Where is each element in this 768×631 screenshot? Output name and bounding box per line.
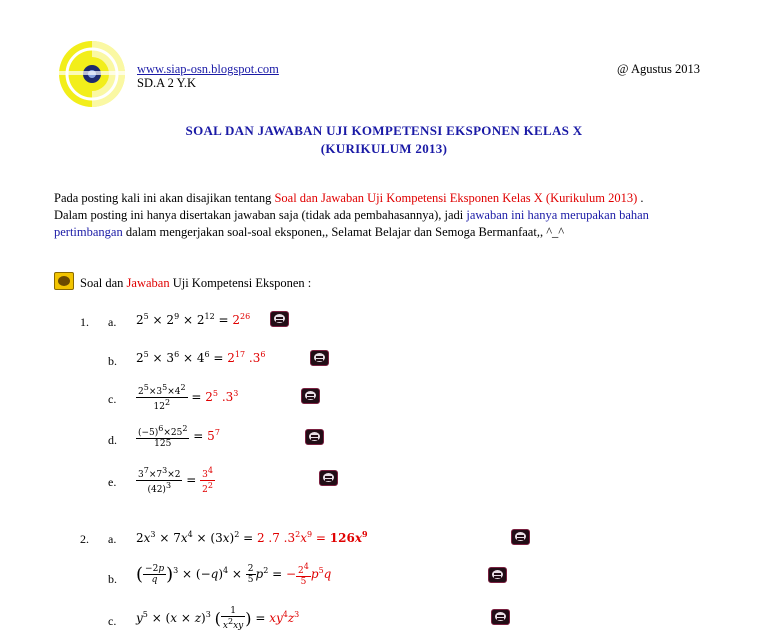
- blog-url-link[interactable]: www.siap-osn.blogspot.com: [137, 62, 279, 76]
- logo: [56, 38, 128, 110]
- q1e-expression: $\frac{3^7\times 7^3\times 2}{(42)^3}$ = $\frac{3^4}{2^2}$: [138, 466, 213, 495]
- question-1-number: 1.: [80, 315, 89, 329]
- intro-line-3: pertimbangan dalam mengerjakan soal-soal eksponen,, Selamat Belajar dan Semoga Bermanfaat,, ^_^: [54, 225, 565, 239]
- q1b-label: b.: [108, 354, 117, 368]
- q1d-emoticon-icon: [305, 429, 324, 445]
- section-heading: Soal dan Jawaban Uji Kompetensi Eksponen :: [80, 276, 312, 290]
- q1a-label: a.: [108, 315, 117, 329]
- q1c-label: c.: [108, 392, 117, 406]
- date-label: @ Agustus 2013: [617, 62, 701, 76]
- q1a-emoticon-icon: [270, 311, 289, 327]
- q2c-label: c.: [108, 614, 117, 628]
- q1d-label: d.: [108, 433, 117, 447]
- q2a-expression: $2x^3 \times 7x^4 \times (3x)^2 = 2$ .7 $.3^2x^9 = 126x^9$: [136, 529, 368, 545]
- q1c-expression: $\frac{2^5\times 3^5\times 4^2}{12^2}$ = $2^5$ $.3^3$: [138, 383, 239, 412]
- q2b-expression: ( $\frac{-2p}{q}$ )$^3 \times (-q)^4$ × $\frac{2}{5}$ $p^2$ = − $\frac{2^4}{5}$ $p^5q$: [136, 562, 332, 587]
- school-label: SD.A 2 Y.K: [137, 76, 197, 90]
- doc-title: SOAL DAN JAWABAN UJI KOMPETENSI EKSPONEN KELAS X: [185, 123, 583, 138]
- intro-line-1: Pada posting kali ini akan disajikan tentang Soal dan Jawaban Uji Kompetensi Eksponen Kelas X (Kurikulum 2013) .: [54, 191, 644, 205]
- intro-paragraph: [54, 190, 734, 241]
- q1c-emoticon-icon: [301, 388, 320, 404]
- q1e-label: e.: [108, 475, 117, 489]
- doc-subtitle: (KURIKULUM 2013): [320, 141, 448, 156]
- q1b-emoticon-icon: [310, 350, 329, 366]
- question-2-number: 2.: [80, 532, 89, 546]
- q1d-expression: $\frac{(-5)^6\times 25^2}{125}$ = $5^7$: [138, 424, 220, 449]
- intro-line-2: Dalam posting ini hanya disertakan jawaban saja (tidak ada pembahasannya), jadi jawaban ini hanya merupakan bahan: [54, 208, 649, 222]
- q1a-expression: $2^5 \times 2^9 \times 2^{12} = 2^{26}$: [136, 312, 251, 327]
- q1e-emoticon-icon: [319, 470, 338, 486]
- section-icon: [54, 272, 74, 290]
- q2c-expression: $y^5 \times (x \times z)^3$ ( $\frac{1}{x^2xy}$ ) = $xy^4z^3$: [136, 606, 300, 631]
- q2b-label: b.: [108, 572, 117, 586]
- q2a-label: a.: [108, 532, 117, 546]
- q2c-emoticon-icon: [491, 609, 510, 625]
- q2a-emoticon-icon: [511, 529, 530, 545]
- q2b-emoticon-icon: [488, 567, 507, 583]
- q1b-expression: $2^5 \times 3^6 \times 4^6 = 2^{17}$ $.3^6$: [136, 350, 266, 365]
